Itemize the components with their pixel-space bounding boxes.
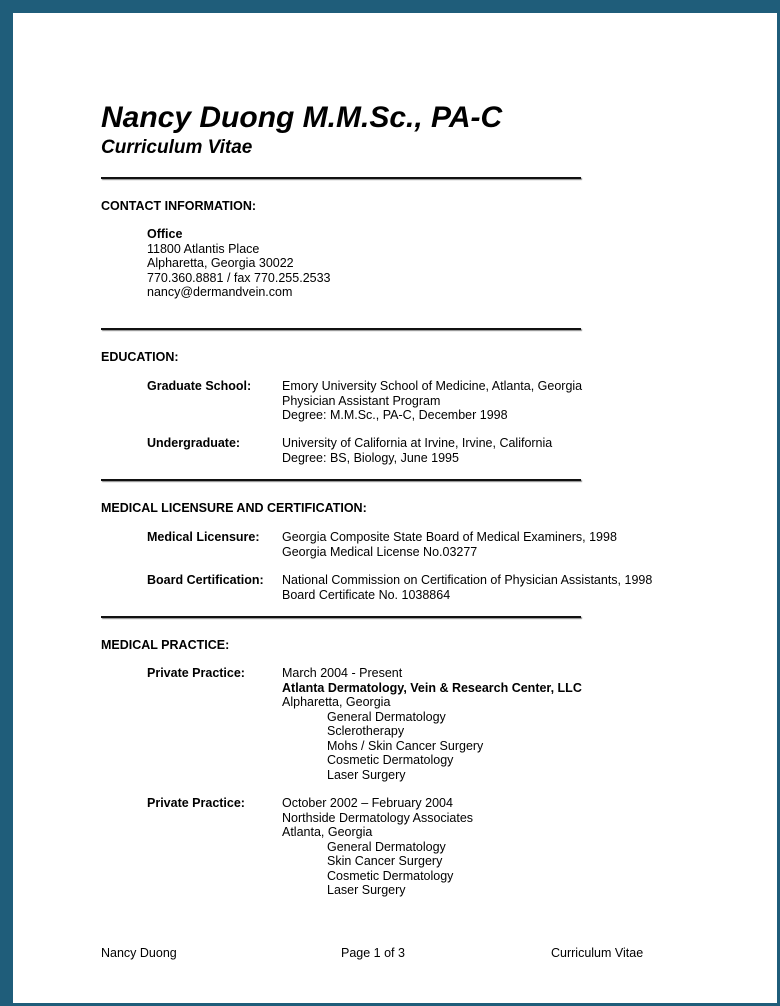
graduate-label: Graduate School: [147, 379, 252, 393]
practice-label: Private Practice: [147, 796, 245, 810]
practice-label: Private Practice: [147, 666, 245, 680]
practice-dates: March 2004 - Present [282, 666, 403, 680]
practice-service: Laser Surgery [327, 883, 406, 897]
practice-heading: MEDICAL PRACTICE: [101, 638, 230, 652]
divider [101, 479, 581, 481]
undergrad-line: University of California at Irvine, Irvine, California [282, 436, 553, 450]
graduate-line: Degree: M.M.Sc., PA-C, December 1998 [282, 408, 508, 422]
address-line-1: 11800 Atlantis Place [147, 241, 260, 256]
office-label: Office [147, 227, 183, 241]
divider [101, 328, 581, 330]
contact-heading: CONTACT INFORMATION: [101, 199, 257, 213]
practice-service: General Dermatology [327, 709, 446, 724]
licensure-heading: MEDICAL LICENSURE AND CERTIFICATION: [101, 501, 367, 515]
footer-left: Nancy Duong [101, 946, 177, 960]
practice-org: Atlanta Dermatology, Vein & Research Center, LLC [282, 680, 582, 695]
practice-location: Atlanta, Georgia [282, 825, 373, 839]
practice-org: Northside Dermatology Associates [282, 810, 474, 825]
document-page [13, 13, 777, 1003]
graduate-line: Emory University School of Medicine, Atlanta, Georgia [282, 379, 583, 393]
practice-service: Laser Surgery [327, 767, 406, 782]
document-title: Nancy Duong M.M.Sc., PA-C [101, 101, 503, 134]
board-line: National Commission on Certification of Physician Assistants, 1998 [282, 573, 653, 587]
practice-service: Skin Cancer Surgery [327, 854, 443, 868]
document-subtitle: Curriculum Vitae [101, 137, 253, 158]
divider [101, 616, 581, 618]
graduate-line: Physician Assistant Program [282, 393, 441, 408]
education-heading: EDUCATION: [101, 350, 179, 364]
board-label: Board Certification: [147, 573, 264, 587]
practice-service: General Dermatology [327, 839, 446, 854]
email: nancy@dermandvein.com [147, 285, 293, 299]
footer-right: Curriculum Vitae [551, 946, 644, 960]
practice-service: Cosmetic Dermatology [327, 868, 454, 883]
board-line: Board Certificate No. 1038864 [282, 587, 451, 602]
license-line: Georgia Composite State Board of Medical Examiners, 1998 [282, 530, 617, 544]
address-line-2: Alpharetta, Georgia 30022 [147, 256, 294, 270]
practice-location: Alpharetta, Georgia [282, 695, 391, 709]
undergrad-label: Undergraduate: [147, 436, 241, 450]
phone-fax: 770.360.8881 / fax 770.255.2533 [147, 270, 331, 285]
footer-page-number: Page 1 of 3 [341, 946, 405, 960]
practice-dates: October 2002 – February 2004 [282, 796, 453, 810]
license-line: Georgia Medical License No.03277 [282, 544, 478, 559]
page-border [5, 5, 775, 1001]
divider [101, 177, 581, 179]
practice-service: Sclerotherapy [327, 724, 405, 738]
license-label: Medical Licensure: [147, 530, 260, 544]
practice-service: Cosmetic Dermatology [327, 753, 454, 767]
practice-service: Mohs / Skin Cancer Surgery [327, 738, 484, 753]
undergrad-line: Degree: BS, Biology, June 1995 [282, 450, 459, 465]
